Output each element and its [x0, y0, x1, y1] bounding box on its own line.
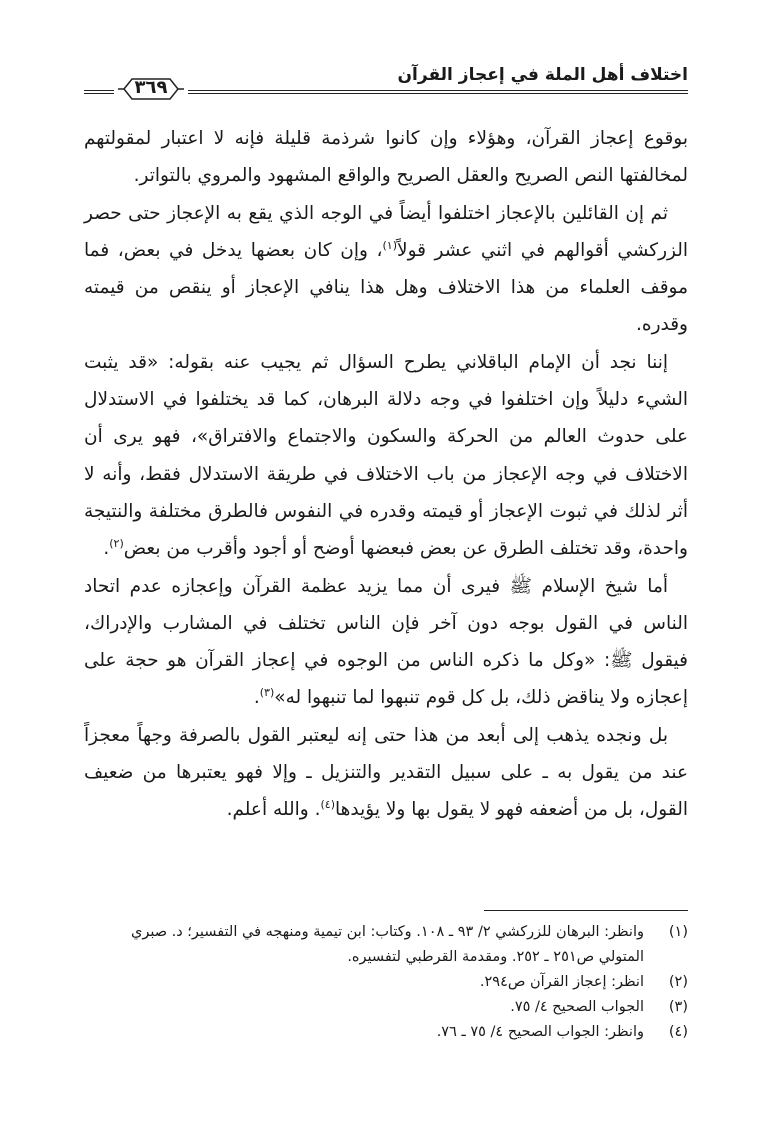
- footnote-ref-3: (٣): [259, 686, 275, 700]
- footnote-4: [84, 1020, 688, 1045]
- paragraph-4-text: أما شيخ الإسلام ﷺ فيرى أن مما يزيد عظمة القرآن وإعجازه عدم اتحاد الناس في القول بوجه دون آخر فإن الناس تختلف في المشارب والإدراك، فيقول ﷺ: «وكل ما ذكره الناس من الوجوه في إعجاز القرآن هو حجة على إعجازه ولا يناقض ذلك، بل كل قوم تنبهوا لما تنبهوا له»: [84, 575, 688, 709]
- page-number-ornament: [116, 74, 186, 104]
- footnote-marker: (٤): [668, 1024, 688, 1040]
- paragraph-4-tail: .: [253, 687, 260, 709]
- footnote-3: [84, 995, 688, 1020]
- paragraph-5-tail: . والله أعلم.: [226, 799, 321, 821]
- footnote-text: وانظر: البرهان للزركشي ٢/ ٩٣ ـ ١٠٨. وكتاب: ابن تيمية ومنهجه في التفسير؛ د. صبري المتولي ص٢٥١ ـ ٢٥٢. ومقدمة القرطبي لتفسيره.: [130, 924, 644, 965]
- paragraph-2-text: ثم إن القائلين بالإعجاز اختلفوا أيضاً في الوجه الذي يقع به الإعجاز حتى حصر الزركشي أقوالهم في اثني عشر قولاً: [84, 202, 689, 261]
- paragraph-1-text: بوقوع إعجاز القرآن، وهؤلاء وإن كانوا شرذمة قليلة فإنه لا اعتبار لمقولتهم لمخالفتها النص الصريح والعقل الصريح والواقع المشهود والمروي بالتواتر.: [84, 128, 688, 187]
- page-number: ٣٦٩: [134, 77, 168, 98]
- paragraph-2: [84, 195, 688, 344]
- footnote-1: [84, 920, 688, 970]
- paragraph-5: [84, 717, 688, 829]
- footnote-text: الجواب الصحيح ٤/ ٧٥.: [510, 999, 644, 1015]
- footnote-ref-4: (٤): [320, 798, 336, 812]
- header-rule-right: [188, 90, 688, 94]
- footnote-marker: (٢): [668, 974, 688, 990]
- footnote-marker: (١): [668, 924, 688, 940]
- footnotes: [84, 920, 688, 1045]
- main-text: [84, 120, 688, 829]
- paragraph-3: [84, 344, 688, 568]
- paragraph-4: [84, 568, 688, 717]
- paragraph-3-tail: .: [103, 538, 110, 560]
- paragraph-5-text: بل ونجده يذهب إلى أبعد من هذا حتى إنه ليعتبر القول بالصرفة وجهاً معجزاً عند من يقول به ـ على سبيل التقدير والتنزيل ـ وإلا فهو يعتبرها من ضعيف القول، بل من أضعفه فهو لا يقول بها ولا يؤيدها: [84, 724, 688, 821]
- paragraph-3-text: إننا نجد أن الإمام الباقلاني يطرح السؤال ثم يجيب عنه بقوله: «قد يثبت الشيء دليلاً وإن اختلفوا في وجه دلالة البرهان، كما قد يختلفوا في الاستدلال على حدوث العالم من الحركة والسكون والاجتماع والافتراق»، فهو يرى أن الاختلاف في وجه الإعجاز من باب الاختلاف في طريقة الاستدلال فقط، وأنه لا أثر لذلك في ثبوت الإعجاز أو قيمته وقدره في النفوس فالطرق مختلفة والنتيجة واحدة، وقد تختلف الطرق عن بعض فبعضها أوضح أو أجود وأقرب من بعض: [84, 351, 688, 560]
- footnote-separator: [484, 910, 688, 911]
- paragraph-1: [84, 120, 688, 195]
- header-rule-left: [84, 90, 114, 94]
- footnote-ref-1: (١): [382, 238, 398, 252]
- running-title: اختلاف أهل الملة في إعجاز القرآن: [397, 65, 688, 85]
- paragraph-2-tail: ، وإن كان بعضها يدخل في بعض، فما موقف العلماء من هذا الاختلاف وهل هذا ينافي الإعجاز أو ينقص من قيمته وقدره.: [84, 239, 688, 336]
- footnote-ref-2: (٢): [109, 537, 124, 551]
- footnote-2: [84, 970, 688, 995]
- footnote-text: انظر: إعجاز القرآن ص٢٩٤.: [479, 974, 644, 990]
- footnote-text: وانظر: الجواب الصحيح ٤/ ٧٥ ـ ٧٦.: [436, 1024, 644, 1040]
- page-header: [84, 62, 688, 98]
- footnote-marker: (٣): [668, 999, 688, 1015]
